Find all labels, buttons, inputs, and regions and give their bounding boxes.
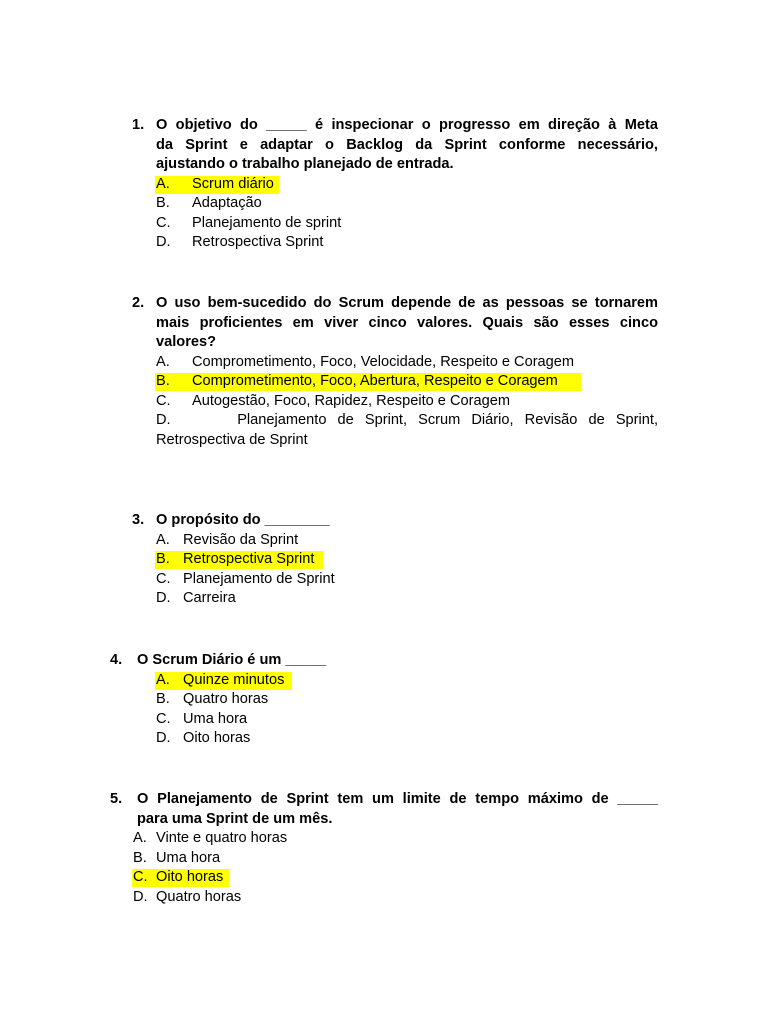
option-letter: C. xyxy=(156,570,171,587)
option-b xyxy=(156,372,658,392)
question-line: da Sprint e adaptar o Backlog da Sprint conforme necessário, xyxy=(156,136,658,153)
option-text: Scrum diário xyxy=(192,175,274,192)
option-letter: A. xyxy=(156,671,170,688)
option-text: Uma hora xyxy=(183,710,248,727)
question-2 xyxy=(132,294,658,450)
question-number: 5. xyxy=(110,791,123,807)
option-letter: B. xyxy=(156,691,170,707)
option-a xyxy=(156,353,658,373)
option-d xyxy=(156,729,658,749)
question-text xyxy=(156,511,658,531)
question-number: 2. xyxy=(132,295,145,311)
option-letter: B. xyxy=(156,195,170,211)
option-a xyxy=(156,531,658,551)
option-text: Oito horas xyxy=(183,730,251,746)
option-text: Adaptação xyxy=(192,195,262,211)
option-text: Comprometimento, Foco, Velocidade, Respeito e Coragem xyxy=(192,353,575,370)
option-text: Quatro horas xyxy=(156,888,242,905)
option-c xyxy=(156,214,658,234)
option-letter: A. xyxy=(156,175,170,192)
option-text: Planejamento de sprint xyxy=(192,214,342,231)
question-3 xyxy=(132,511,658,609)
option-text: Oito horas xyxy=(156,869,224,885)
option-letter: C. xyxy=(133,869,148,885)
option-text: Carreira xyxy=(183,590,236,606)
option-d xyxy=(156,411,658,450)
option-b xyxy=(156,194,658,214)
option-letter: A. xyxy=(156,353,170,370)
option-a xyxy=(133,829,658,849)
option-text: Retrospectiva de Sprint xyxy=(156,431,308,448)
option-c xyxy=(156,570,658,590)
option-b xyxy=(133,849,658,869)
option-a xyxy=(156,671,658,691)
option-b xyxy=(156,550,658,570)
option-text: Retrospectiva Sprint xyxy=(192,234,324,250)
option-d xyxy=(156,589,658,609)
question-line: O Scrum Diário é um _____ xyxy=(137,652,326,668)
option-b xyxy=(156,690,658,710)
option-letter: A. xyxy=(133,830,147,846)
option-letter: C. xyxy=(156,392,171,409)
option-text: Comprometimento, Foco, Abertura, Respeito e Coragem xyxy=(192,373,558,389)
option-letter: C. xyxy=(156,214,171,231)
question-number: 1. xyxy=(132,117,145,133)
option-text: Autogestão, Foco, Rapidez, Respeito e Coragem xyxy=(192,392,510,409)
question-1 xyxy=(132,116,658,253)
question-line: O uso bem-sucedido do Scrum depende de as pessoas se tornarem xyxy=(156,295,658,311)
question-text xyxy=(156,294,658,353)
question-number: 3. xyxy=(132,512,145,528)
option-d xyxy=(133,888,658,908)
option-d xyxy=(156,233,658,253)
option-c xyxy=(156,392,658,412)
option-text: Vinte e quatro horas xyxy=(156,830,288,846)
question-line: para uma Sprint de um mês. xyxy=(137,810,333,827)
question-text xyxy=(137,790,658,829)
option-c xyxy=(133,868,658,888)
option-a xyxy=(156,175,658,195)
question-number: 4. xyxy=(110,652,123,668)
question-line: O propósito do ________ xyxy=(156,512,330,528)
option-text: Planejamento de Sprint xyxy=(183,570,335,587)
option-letter: A. xyxy=(156,531,170,548)
option-letter: B. xyxy=(156,551,170,567)
option-letter: B. xyxy=(156,373,170,389)
option-letter: D. xyxy=(156,730,171,746)
option-text: Quatro horas xyxy=(183,691,269,707)
option-text: Retrospectiva Sprint xyxy=(183,551,315,567)
question-line: ajustando o trabalho planejado de entrada. xyxy=(156,156,454,172)
option-letter: D. xyxy=(156,412,171,428)
option-letter: C. xyxy=(156,710,171,727)
option-c xyxy=(156,710,658,730)
option-letter: D. xyxy=(133,888,148,905)
question-line: mais proficientes em viver cinco valores. Quais são esses cinco xyxy=(156,314,658,331)
option-text: Uma hora xyxy=(156,849,221,866)
option-text: Revisão da Sprint xyxy=(183,531,299,548)
question-5 xyxy=(110,790,658,907)
option-text: Quinze minutos xyxy=(183,671,285,688)
option-letter: D. xyxy=(156,590,171,606)
option-text: Planejamento de Sprint, Scrum Diário, Revisão de Sprint, xyxy=(237,412,658,428)
question-text xyxy=(137,651,658,671)
option-d-line-1 xyxy=(156,411,658,431)
question-line: O Planejamento de Sprint tem um limite de tempo máximo de _____ xyxy=(137,791,658,807)
question-4 xyxy=(110,651,658,749)
option-letter: D. xyxy=(156,234,171,250)
question-line: O objetivo do _____ é inspecionar o progresso em direção à Meta xyxy=(156,117,658,133)
option-letter: B. xyxy=(133,849,147,866)
question-text xyxy=(156,116,658,175)
question-line: valores? xyxy=(156,334,217,350)
